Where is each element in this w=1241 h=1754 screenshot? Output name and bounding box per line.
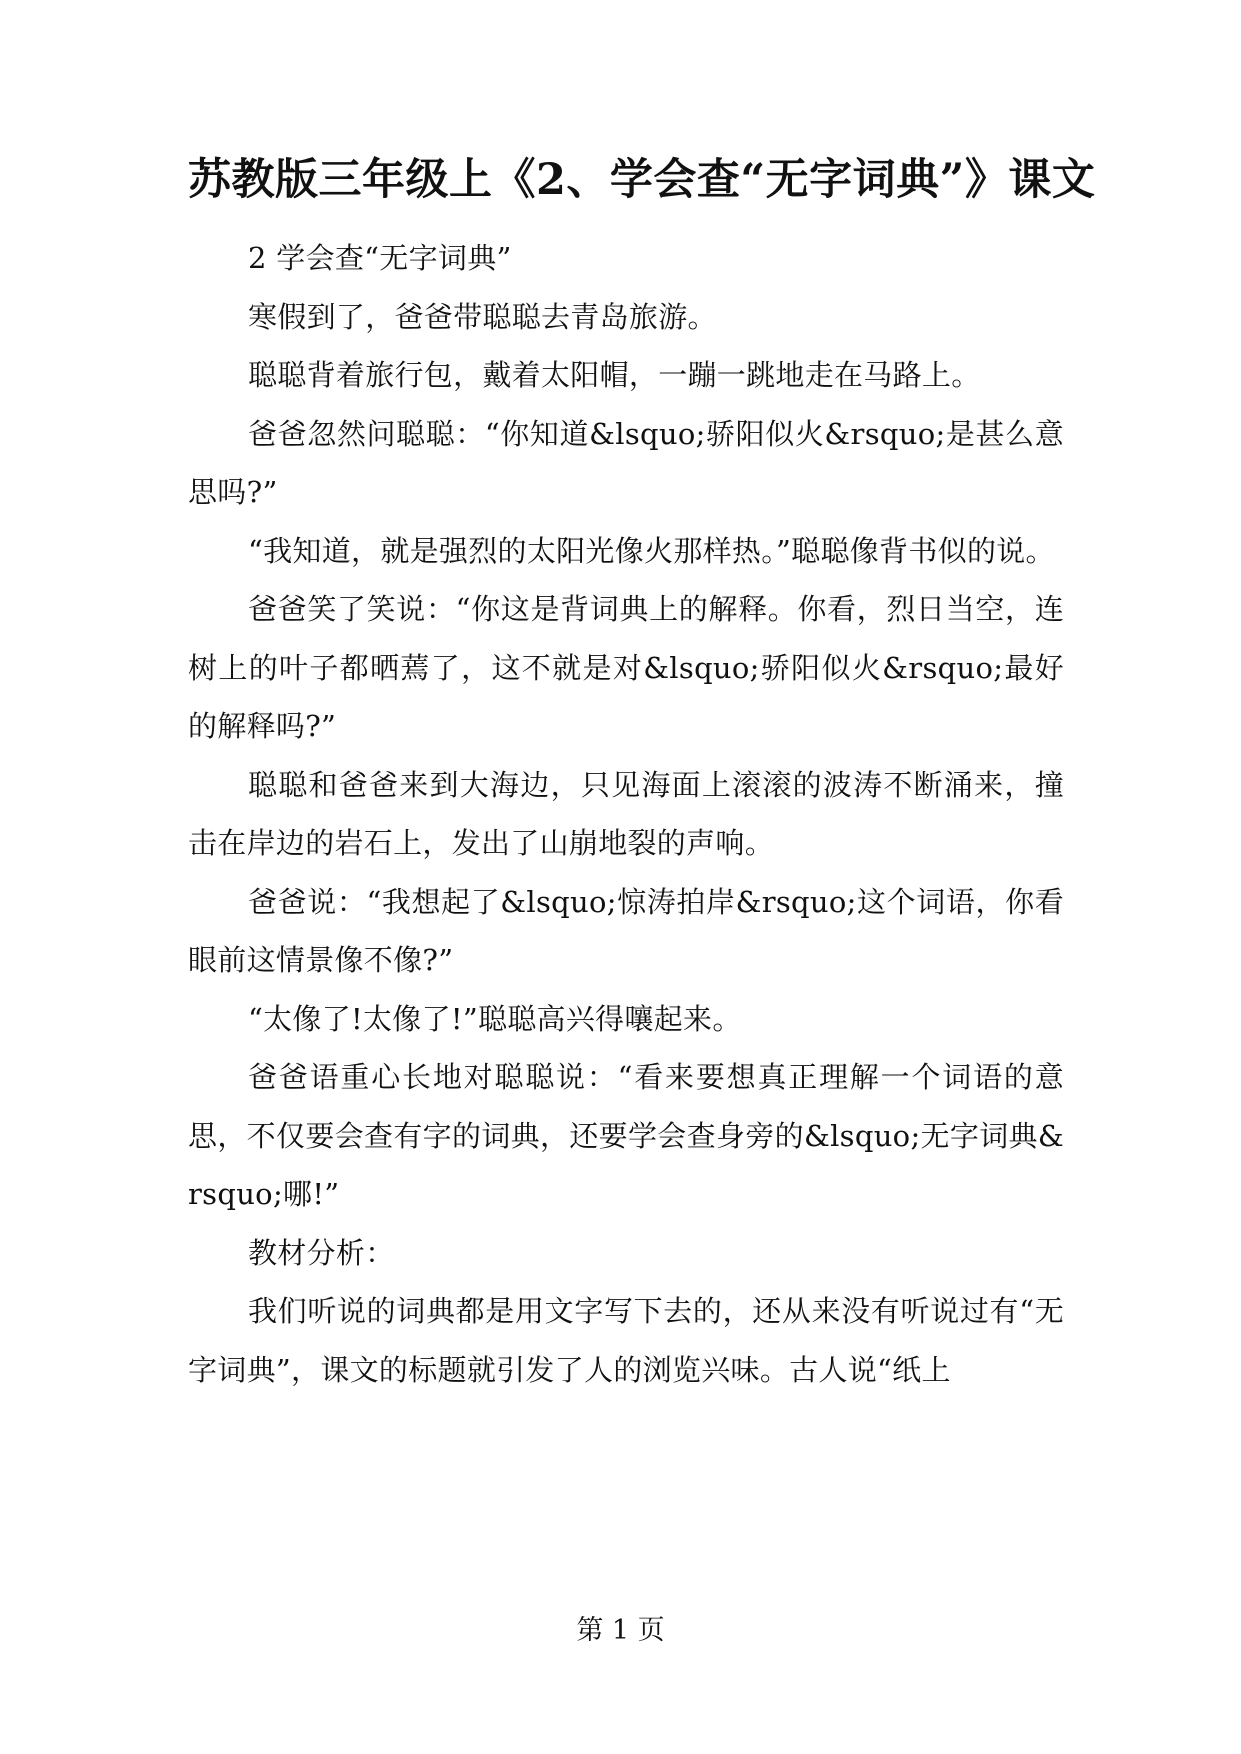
paragraph: 爸爸忽然问聪聪：“你知道&lsquo;骄阳似火&rsquo;是甚么意思吗?” (188, 416, 1064, 509)
paragraph: “我知道，就是强烈的太阳光像火那样热。”聪聪像背书似的说。 (248, 533, 1055, 568)
document-body (188, 229, 1064, 1399)
paragraph: 爸爸说：“我想起了&lsquo;惊涛拍岸&rsquo;这个词语，你看眼前这情景像不像?” (188, 884, 1064, 977)
paragraph: 寒假到了，爸爸带聪聪去青岛旅游。 (248, 299, 717, 334)
document-title: 苏教版三年级上《2、学会查“无字词典”》课文 (188, 155, 1096, 205)
paragraph: 聪聪背着旅行包，戴着太阳帽，一蹦一跳地走在马路上。 (248, 358, 981, 392)
paragraph: “太像了!太像了!”聪聪高兴得嚷起来。 (248, 1001, 742, 1036)
paragraph: 爸爸笑了笑说：“你这是背词典上的解释。你看，烈日当空，连树上的叶子都晒蔫了，这不就是对&lsquo;骄阳似火&rsquo;最好的解释吗?” (188, 592, 1064, 743)
page-number: 第 1 页 (576, 1615, 665, 1646)
paragraph-lesson-heading: 2 学会查“无字词典” (248, 241, 512, 275)
paragraph: 聪聪和爸爸来到大海边，只见海面上滚滚的波涛不断涌来，撞击在岸边的岩石上，发出了山崩地裂的声响。 (188, 767, 1064, 860)
paragraph: 爸爸语重心长地对聪聪说：“看来要想真正理解一个词语的意思，不仅要会查有字的词典，还要学会查身旁的&lsquo;无字词典&rsquo;哪!” (188, 1060, 1064, 1211)
paragraph: 我们听说的词典都是用文字写下去的，还从来没有听说过有“无字词典”，课文的标题就引发了人的浏览兴味。古人说“纸上 (188, 1294, 1064, 1387)
paragraph-section-heading: 教材分析： (248, 1235, 395, 1270)
